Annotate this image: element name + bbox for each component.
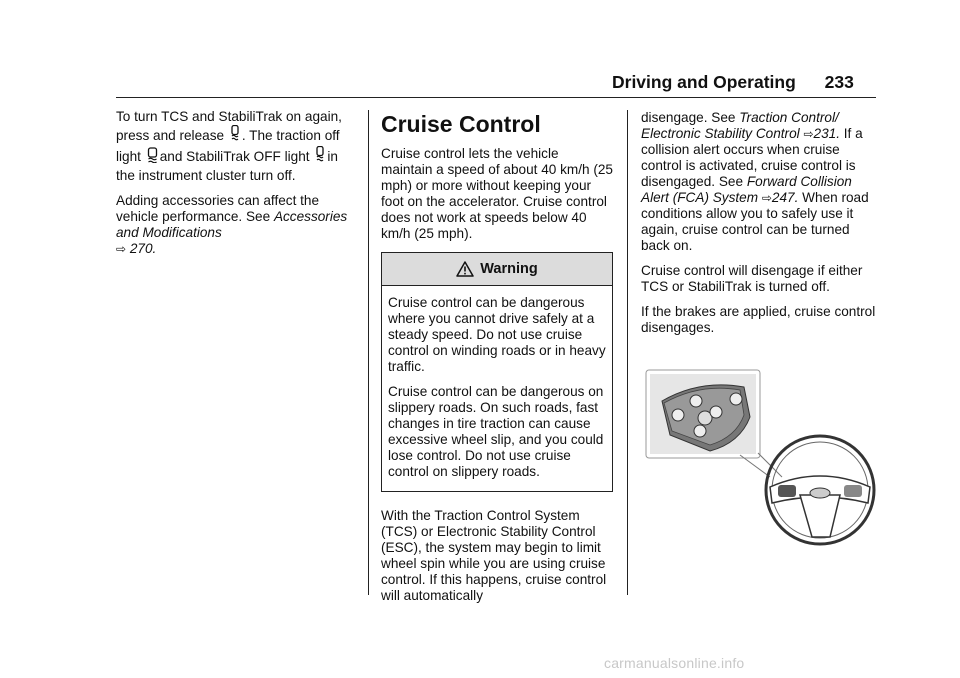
page-number: 233: [824, 72, 854, 92]
page-header: [612, 72, 854, 93]
tcs-esc-paragraph: With the Traction Control System (TCS) or Electronic Stability Control (ESC), the system may begin to limit wheel spin while you are using cruise control. If this happens, cruise control will automatically: [381, 508, 607, 603]
warning-body: [382, 286, 612, 491]
column-divider-2: [627, 110, 628, 595]
tcs-disengage-paragraph: Cruise control will disengage if either TCS or StabiliTrak is turned off.: [641, 263, 863, 294]
accessories-page-ref[interactable]: 270.: [129, 241, 157, 256]
column-2: [381, 110, 613, 613]
tcs-paragraph: To turn TCS and StabiliTrak on again, press and release . The traction off light and StabiliTrak OFF light in the instrument cluster turn off.: [116, 109, 342, 183]
traction-control-link[interactable]: Traction Control/ Electronic Stability Control: [641, 110, 839, 141]
page-ref-arrow-icon: ⇨: [116, 242, 127, 256]
column-3: [641, 110, 881, 345]
warning-text-1: Cruise control can be dangerous where you cannot drive safely at a steady speed. Do not use cruise control on winding roads or in heavy traffic.: [388, 295, 606, 374]
column-divider-1: [368, 110, 369, 595]
traction-off-icon: [147, 147, 158, 167]
header-rule: [116, 97, 876, 98]
warning-triangle-icon: [456, 261, 474, 277]
steering-wheel-illustration: [640, 365, 880, 555]
page-ref-arrow-icon: ⇨: [803, 127, 814, 141]
fca-link[interactable]: Forward Collision Alert (FCA) System: [641, 174, 852, 205]
warning-box: [381, 252, 613, 492]
accessories-link[interactable]: Accessories and Modifications: [116, 209, 348, 240]
stabilitrak-off-icon: [230, 125, 240, 146]
warning-header: [382, 253, 612, 286]
stabilitrak-off-icon: [315, 146, 325, 167]
brakes-paragraph: If the brakes are applied, cruise control disengages.: [641, 304, 876, 335]
column-1: [116, 108, 356, 266]
page-ref-arrow-icon: ⇨: [761, 191, 772, 205]
traction-page-ref[interactable]: 231.: [813, 126, 840, 141]
cruise-intro: Cruise control lets the vehicle maintain a speed of about 40 km/h (25 mph) or more without keeping your foot on the accelerator. Cruise control does not work at speeds below 40 km/h (25 mph).: [381, 146, 613, 241]
accessories-paragraph: Adding accessories can affect the vehicle performance. See Accessories and Modifications ⇨ 270.: [116, 193, 348, 256]
watermark: carmanualsonline.info: [604, 655, 745, 671]
disengage-paragraph: disengage. See Traction Control/ Electronic Stability Control ⇨231. If a collision alert occurs when cruise control is activated, cruise control is disengaged. See Forward Collision Alert (FCA) System ⇨247. When road conditions allow you to safely use it again, cruise control can be turned back on.: [641, 110, 869, 253]
warning-text-2: Cruise control can be dangerous on slippery roads. On such roads, fast changes in tire traction can cause excessive wheel slip, and you could lose control. Do not use cruise control on slippery roads.: [388, 384, 604, 479]
steering-wheel: [766, 436, 874, 544]
cruise-control-heading: Cruise Control: [381, 111, 541, 137]
fca-page-ref[interactable]: 247.: [771, 190, 799, 205]
section-title: Driving and Operating: [612, 72, 796, 92]
warning-label: Warning: [480, 261, 538, 277]
